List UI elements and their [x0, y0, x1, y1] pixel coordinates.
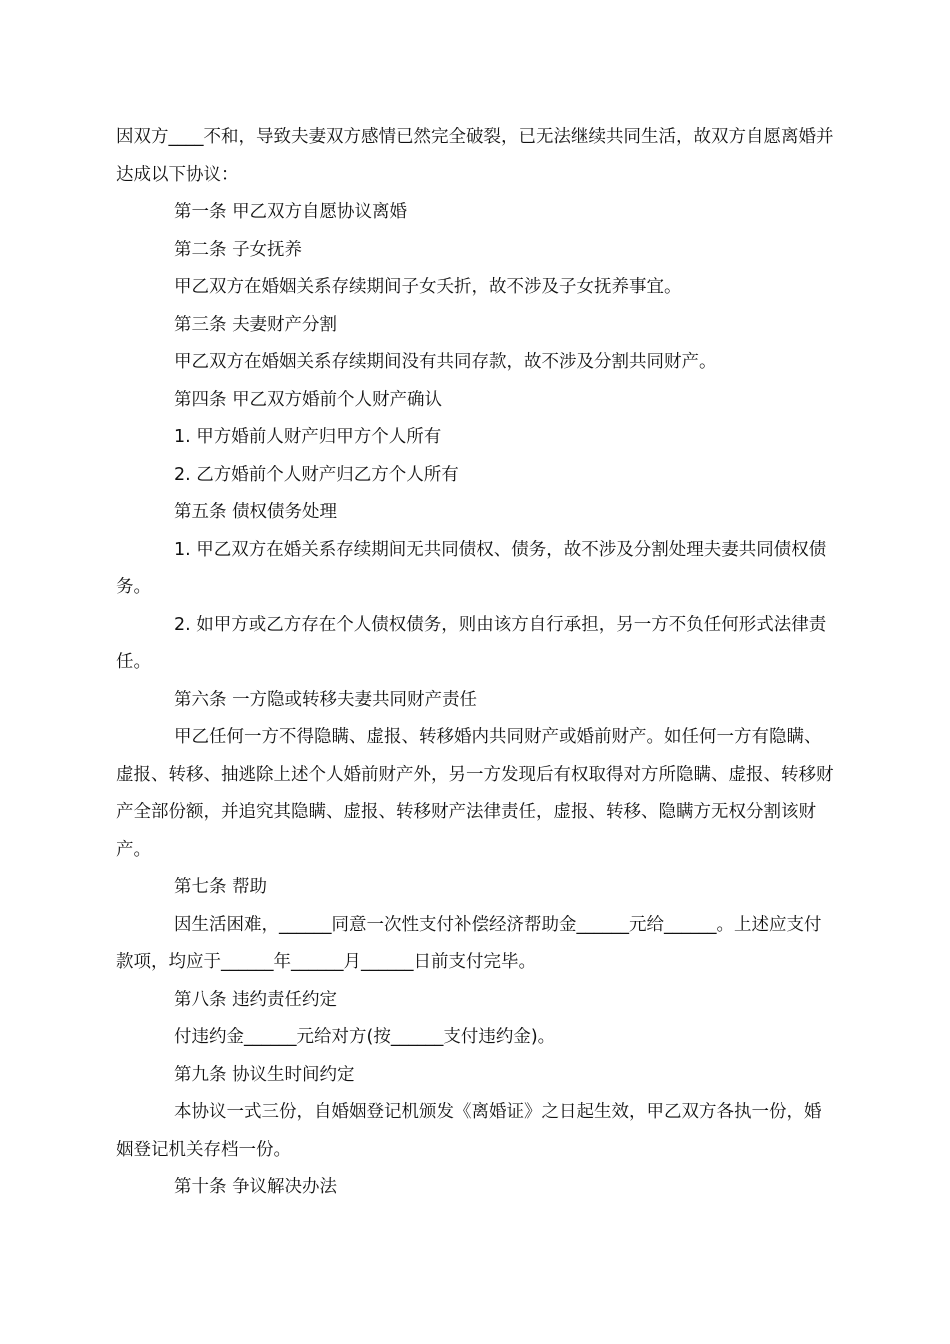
article-10-title: 第十条 争议解决办法 [174, 1177, 338, 1197]
article-3-title: 第三条 夫妻财产分割 [174, 314, 338, 335]
article-3-body: 甲乙双方在婚姻关系存续期间没有共同存款，故不涉及分割共同财产。 [174, 352, 717, 372]
article-7-body: 因生活困难，______同意一次性支付补偿经济帮助金______元给______。上述应支付款项，均应于______年______月______日前支付完毕。 [116, 914, 822, 972]
article-6-title: 第六条 一方隐或转移夫妻共同财产责任 [174, 689, 478, 710]
article-9-title: 第九条 协议生时间约定 [174, 1064, 355, 1085]
article-4-item-1: 1. 甲方婚前人财产归甲方个人所有 [174, 427, 442, 447]
article-5-item-1: 1. 甲乙双方在婚关系存续期间无共同债权、债务，故不涉及分割处理夫妻共同债权债务。 [116, 539, 827, 597]
article-2-title: 第二条 子女抚养 [174, 239, 303, 260]
article-2-body: 甲乙双方在婚姻关系存续期间子女夭折，故不涉及子女抚养事宜。 [174, 277, 682, 297]
article-4-title: 第四条 甲乙双方婚前个人财产确认 [174, 389, 443, 410]
document-body [116, 119, 838, 1207]
article-9-body: 本协议一式三份，自婚姻登记机颁发《离婚证》之日起生效，甲乙双方各执一份，婚姻登记机关存档一份。 [116, 1102, 822, 1160]
article-1-title: 第一条 甲乙双方自愿协议离婚 [174, 202, 408, 222]
article-5-title: 第五条 债权债务处理 [174, 502, 338, 522]
intro-paragraph: 因双方____不和，导致夫妻双方感情已然完全破裂，已无法继续共同生活，故双方自愿离婚并达成以下协议： [116, 127, 834, 185]
article-5-item-2: 2. 如甲方或乙方存在个人债权债务，则由该方自行承担，另一方不负任何形式法律责任。 [116, 614, 827, 672]
article-6-body: 甲乙任何一方不得隐瞒、虚报、转移婚内共同财产或婚前财产。如任何一方有隐瞒、虚报、转移、抽逃除上述个人婚前财产外，另一方发现后有权取得对方所隐瞒、虚报、转移财产全部份额，并追究其隐瞒、虚报、转移财产法律责任，虚报、转移、隐瞒方无权分割该财产。 [116, 727, 834, 860]
article-7-title: 第七条 帮助 [174, 877, 268, 897]
article-8-title: 第八条 违约责任约定 [174, 989, 338, 1010]
article-4-item-2: 2. 乙方婚前个人财产归乙方个人所有 [174, 464, 459, 485]
article-8-body: 付违约金______元给对方(按______支付违约金)。 [174, 1027, 556, 1047]
